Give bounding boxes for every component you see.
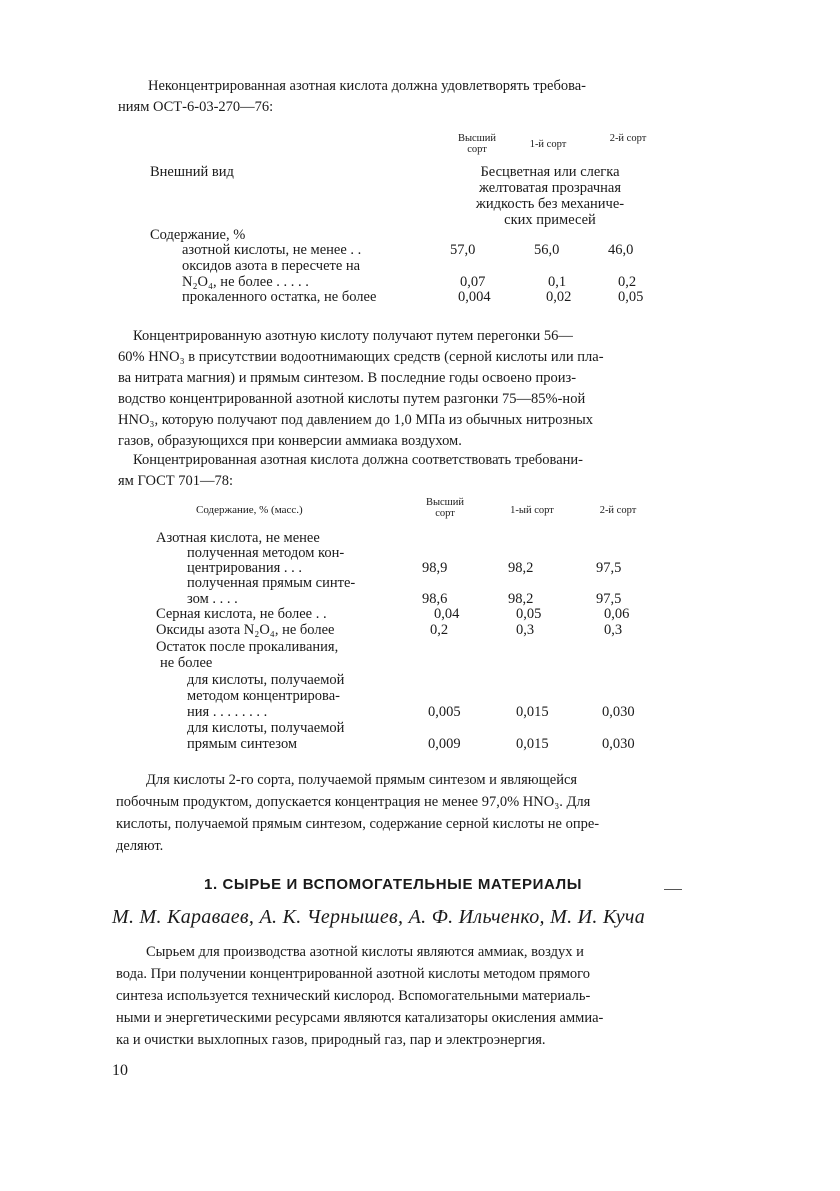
table2-cell: 0,3 (516, 622, 535, 638)
table1-cell: 0,004 (458, 289, 491, 305)
authors-line: М. М. Караваев, А. К. Чернышев, А. Ф. Ильченко, М. И. Куча (112, 906, 646, 928)
paragraph1-line: HNO₃, которую получают под давлением до 1,0 МПа из обычных нитрозных (118, 412, 593, 428)
table2-row-label: Азотная кислота, не менее (156, 530, 320, 546)
table2-row-label: ния . . . . . . . . (187, 704, 268, 720)
table2-cell: 0,3 (604, 622, 623, 638)
table1-cell: 0,2 (618, 274, 637, 290)
table1-cell: 0,07 (460, 274, 486, 290)
table2-cell: 0,009 (428, 736, 461, 752)
table2-header-label: Содержание, % (масс.) (196, 504, 303, 516)
table1-cell: 46,0 (608, 242, 634, 258)
paragraph4-line: Сырьем для производства азотной кислоты являются аммиак, воздух и (146, 944, 584, 960)
table1-row-label: N₂O₄, не более . . . . . (182, 274, 309, 290)
paragraph4-line: ными и энергетическими ресурсами являются катализаторы окисления аммиа- (116, 1010, 604, 1026)
paragraph4-line: вода. При получении концентрированной азотной кислоты методом прямого (116, 966, 591, 982)
table2-cell: 98,2 (508, 591, 534, 607)
table1-cell: 57,0 (450, 242, 476, 258)
table1-cell: 0,05 (618, 289, 644, 305)
table2-row-label: не более (160, 655, 213, 671)
table1-header-grade-1: 1-й сорт (529, 139, 567, 150)
table2-cell: 0,030 (602, 736, 635, 752)
table2-cell: 0,05 (516, 606, 542, 622)
paragraph2-line: ям ГОСТ 701—78: (118, 473, 234, 489)
table1-header-grade-2: 2-й сорт (609, 133, 647, 144)
table1-appearance-line-4: ских примесей (504, 212, 596, 228)
table1-cell: 56,0 (534, 242, 560, 258)
paragraph1-line: 60% HNO₃ в присутствии водоотнимающих средств (серной кислоты или пла- (118, 349, 604, 365)
table2-cell: 0,030 (602, 704, 635, 720)
table2-cell: 97,5 (596, 591, 622, 607)
table1-row-label: прокаленного остатка, не более (182, 289, 377, 305)
table1-content-heading: Содержание, % (150, 227, 246, 243)
table2-row-label: для кислоты, получаемой (187, 720, 345, 736)
table2-row-label: Оксиды азота N₂O₄, не более (156, 622, 335, 638)
paragraph3-line: Для кислоты 2-го сорта, получаемой прямым синтезом и являющейся (146, 772, 578, 788)
table2-cell: 0,015 (516, 736, 549, 752)
table2-cell: 98,9 (422, 560, 448, 576)
table2-row-label: зом . . . . (187, 591, 238, 607)
table2-cell: 0,04 (434, 606, 460, 622)
section-title: 1. СЫРЬЕ И ВСПОМОГАТЕЛЬНЫЕ МАТЕРИАЛЫ (204, 876, 582, 893)
table1-appearance-label: Внешний вид (150, 164, 234, 180)
table2-cell: 97,5 (596, 560, 622, 576)
table1-cell: 0,1 (548, 274, 567, 290)
table2-row-label: прямым синтезом (187, 736, 298, 752)
table2-row-label: полученная прямым синте- (187, 575, 356, 591)
table2-row-label: Серная кислота, не более . . (156, 606, 327, 622)
table2-cell: 0,005 (428, 704, 461, 720)
table1-cell: 0,02 (546, 289, 572, 305)
intro-line-2: ниям ОСТ-6-03-270—76: (118, 99, 274, 115)
paragraph4-line: ка и очистки выхлопных газов, природный газ, пар и электроэнергия. (116, 1032, 546, 1048)
table1-appearance-line-1: Бесцветная или слегка (480, 164, 620, 180)
table2-row-label: центрирования . . . (187, 560, 303, 576)
paragraph3-line: деляют. (116, 838, 164, 854)
table2-cell: 0,015 (516, 704, 549, 720)
paragraph3-line: кислоты, получаемой прямым синтезом, содержание серной кислоты не опре- (116, 816, 600, 832)
paragraph3-line: побочным продуктом, допускается концентрация не менее 97,0% HNO₃. Для (116, 794, 591, 810)
table1-row-label: азотной кислоты, не менее . . (182, 242, 362, 258)
table1-appearance-line-2: желтоватая прозрачная (478, 180, 622, 196)
paragraph1-line: ва нитрата магния) и прямым синтезом. В последние годы освоено произ- (118, 370, 577, 386)
table2-cell: 0,2 (430, 622, 449, 638)
table1-appearance-line-3: жидкость без механиче- (475, 196, 625, 212)
paragraph1-line: Концентрированную азотную кислоту получают путем перегонки 56— (133, 328, 573, 344)
paragraph1-line: газов, образующихся при конверсии аммиака воздухом. (118, 433, 462, 449)
decorative-dash (664, 889, 682, 890)
table1-header-grade-top: Высший сорт (457, 133, 497, 155)
table2-row-label: полученная методом кон- (187, 545, 345, 561)
table1-row-label: оксидов азота в пересчете на (182, 258, 361, 274)
table2-cell: 98,6 (422, 591, 448, 607)
table2-row-label: Остаток после прокаливания, (156, 639, 339, 655)
table2-cell: 98,2 (508, 560, 534, 576)
intro-line-1: Неконцентрированная азотная кислота должна удовлетворять требова- (148, 78, 586, 94)
table2-header-grade-2: 2-й сорт (599, 505, 637, 516)
table2-row-label: для кислоты, получаемой (187, 672, 345, 688)
table2-header-grade-1: 1-ый сорт (510, 505, 554, 516)
table2-row-label: методом концентрирова- (187, 688, 340, 704)
paragraph2-line: Концентрированная азотная кислота должна соответствовать требовани- (133, 452, 583, 468)
paragraph1-line: водство концентрированной азотной кислоты путем разгонки 75—85%-ной (118, 391, 586, 407)
paragraph4-line: синтеза используется технический кислород. Вспомогательными материаль- (116, 988, 591, 1004)
table2-header-grade-top: Высший сорт (425, 497, 465, 519)
page-number: 10 (112, 1062, 128, 1079)
table2-cell: 0,06 (604, 606, 630, 622)
